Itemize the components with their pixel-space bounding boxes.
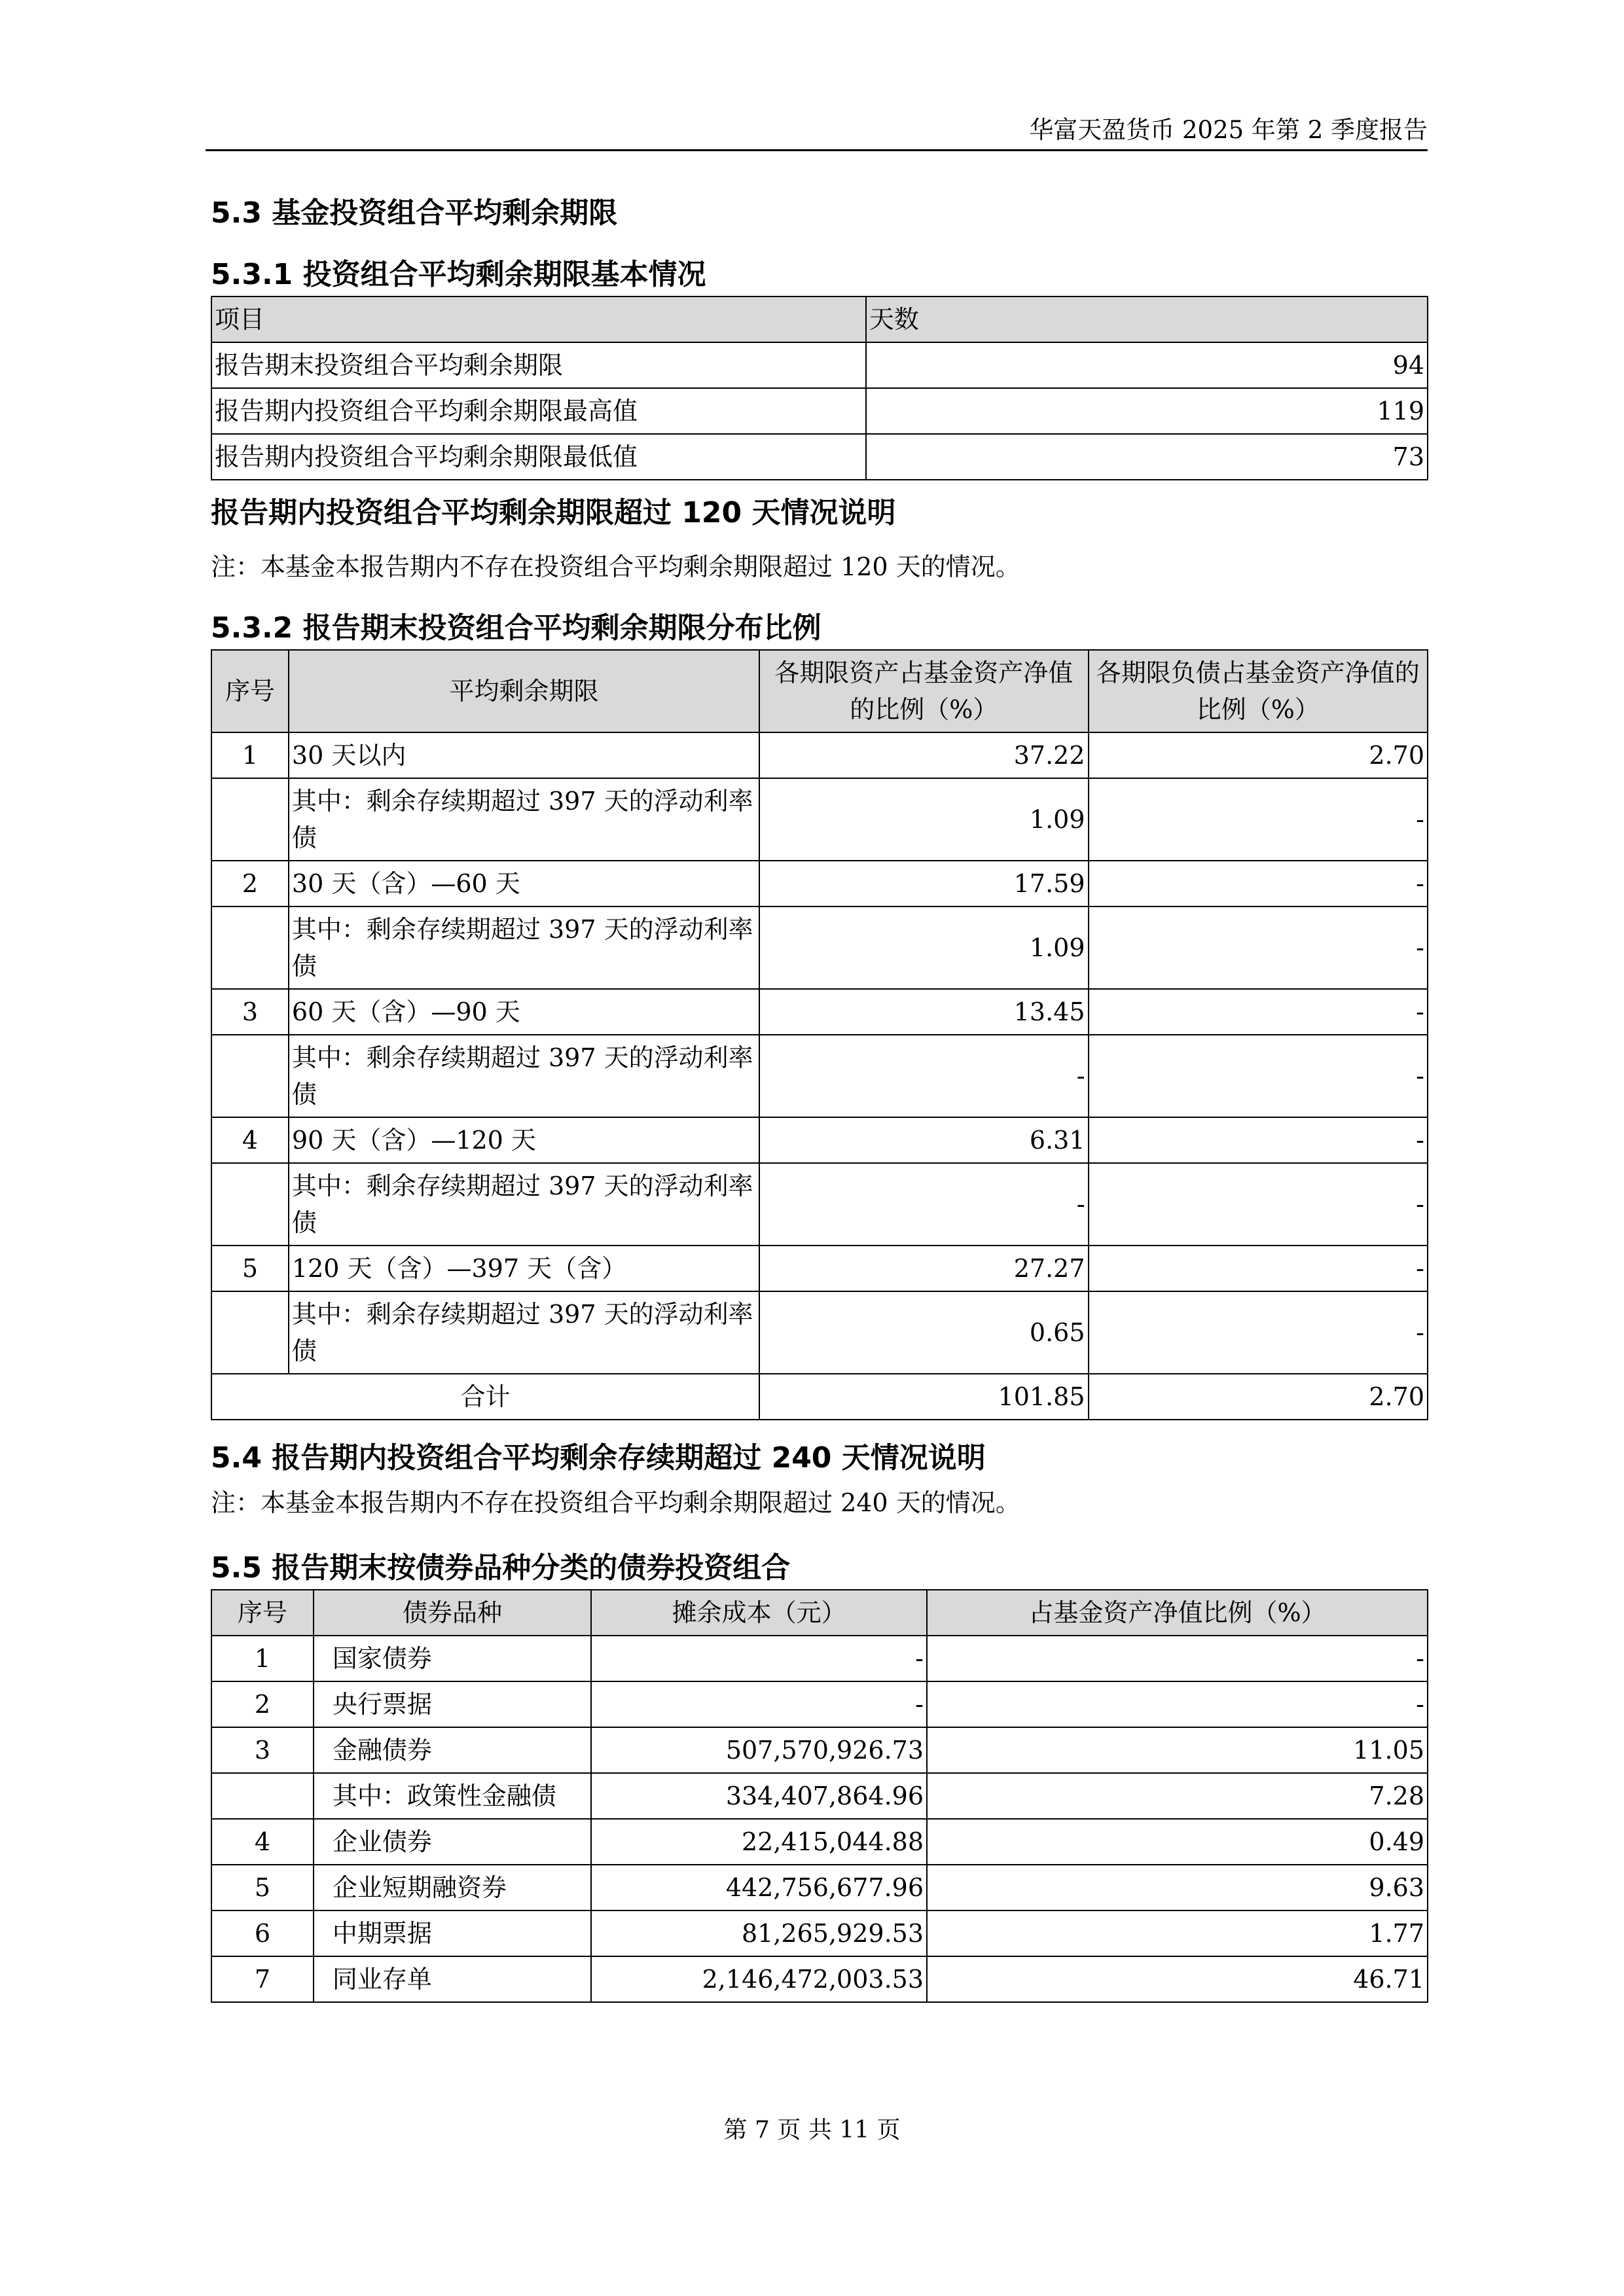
section-5-3-2-title: 5.3.2 报告期末投资组合平均剩余期限分布比例: [211, 611, 821, 645]
row-bond-type: 其中：政策性金融债: [314, 1773, 591, 1819]
row-liability-ratio: -: [1089, 1117, 1428, 1163]
row-amortized-cost: 2,146,472,003.53: [591, 1956, 927, 2002]
total-label: 合计: [211, 1374, 759, 1420]
row-asset-ratio: 37.22: [759, 732, 1088, 778]
table-total-row: [211, 1374, 1428, 1420]
row-period: 90 天（含）—120 天: [289, 1117, 759, 1163]
row-seq: 4: [211, 1819, 314, 1865]
row-liability-ratio: 2.70: [1089, 732, 1428, 778]
row-amortized-cost: 81,265,929.53: [591, 1910, 927, 1956]
row-bond-type: 央行票据: [314, 1681, 591, 1727]
row-bond-type: 中期票据: [314, 1910, 591, 1956]
row-seq: [211, 906, 289, 989]
section-5-4-title: 5.4 报告期内投资组合平均剩余存续期超过 240 天情况说明: [211, 1441, 986, 1475]
row-seq: 3: [211, 989, 289, 1035]
row-amortized-cost: 334,407,864.96: [591, 1773, 927, 1819]
col-header-asset-ratio: 各期限资产占基金资产净值的比例（%）: [759, 650, 1088, 732]
row-seq: [211, 1035, 289, 1117]
over-120-days-subtitle: 报告期内投资组合平均剩余期限超过 120 天情况说明: [211, 496, 896, 529]
row-asset-ratio: 13.45: [759, 989, 1088, 1035]
row-label: 报告期内投资组合平均剩余期限最低值: [211, 434, 866, 480]
table-row: [211, 906, 1428, 989]
row-nav-ratio: 11.05: [927, 1727, 1428, 1773]
row-nav-ratio: 7.28: [927, 1773, 1428, 1819]
table-row: [211, 989, 1428, 1035]
row-liability-ratio: -: [1089, 1035, 1428, 1117]
table-header-row: [211, 1590, 1428, 1636]
row-value: 119: [866, 388, 1428, 434]
row-bond-type: 企业短期融资券: [314, 1865, 591, 1910]
row-asset-ratio: 6.31: [759, 1117, 1088, 1163]
row-asset-ratio: 0.65: [759, 1291, 1088, 1374]
remaining-period-distribution-table: [211, 649, 1428, 1420]
avg-remaining-period-table: [211, 296, 1428, 480]
row-period: 其中：剩余存续期超过 397 天的浮动利率债: [289, 906, 759, 989]
table-row: [211, 1910, 1428, 1956]
section-5-3-1-title: 5.3.1 投资组合平均剩余期限基本情况: [211, 258, 706, 291]
col-header-seq: 序号: [211, 650, 289, 732]
row-nav-ratio: -: [927, 1636, 1428, 1681]
col-header-bond-type: 债券品种: [314, 1590, 591, 1636]
row-asset-ratio: 1.09: [759, 906, 1088, 989]
report-header-title: 华富天盈货币 2025 年第 2 季度报告: [1029, 116, 1428, 144]
row-liability-ratio: -: [1089, 1291, 1428, 1374]
row-period: 120 天（含）—397 天（含）: [289, 1246, 759, 1291]
table-row: [211, 1291, 1428, 1374]
row-amortized-cost: 507,570,926.73: [591, 1727, 927, 1773]
row-nav-ratio: -: [927, 1681, 1428, 1727]
table-row: [211, 342, 1428, 388]
row-seq: [211, 778, 289, 861]
table-row: [211, 1246, 1428, 1291]
over-120-days-note: 注：本基金本报告期内不存在投资组合平均剩余期限超过 120 天的情况。: [211, 552, 1020, 581]
row-period: 其中：剩余存续期超过 397 天的浮动利率债: [289, 778, 759, 861]
table-row: [211, 1163, 1428, 1246]
col-header-seq: 序号: [211, 1590, 314, 1636]
row-amortized-cost: 22,415,044.88: [591, 1819, 927, 1865]
row-seq: 5: [211, 1865, 314, 1910]
row-liability-ratio: -: [1089, 778, 1428, 861]
row-amortized-cost: -: [591, 1681, 927, 1727]
row-asset-ratio: -: [759, 1163, 1088, 1246]
row-seq: 7: [211, 1956, 314, 2002]
row-seq: 5: [211, 1246, 289, 1291]
row-asset-ratio: 27.27: [759, 1246, 1088, 1291]
table-row: [211, 1819, 1428, 1865]
row-seq: 1: [211, 1636, 314, 1681]
col-header-days: 天数: [866, 296, 1428, 342]
row-liability-ratio: -: [1089, 1246, 1428, 1291]
table-row: [211, 1727, 1428, 1773]
row-bond-type: 同业存单: [314, 1956, 591, 2002]
row-nav-ratio: 1.77: [927, 1910, 1428, 1956]
section-5-3-title: 5.3 基金投资组合平均剩余期限: [211, 196, 618, 230]
table-row: [211, 1865, 1428, 1910]
row-nav-ratio: 9.63: [927, 1865, 1428, 1910]
bond-portfolio-table: [211, 1589, 1428, 2003]
row-seq: 1: [211, 732, 289, 778]
col-header-liability-ratio: 各期限负债占基金资产净值的比例（%）: [1089, 650, 1428, 732]
row-nav-ratio: 0.49: [927, 1819, 1428, 1865]
row-seq: 2: [211, 1681, 314, 1727]
col-header-period: 平均剩余期限: [289, 650, 759, 732]
row-asset-ratio: 1.09: [759, 778, 1088, 861]
row-liability-ratio: -: [1089, 1163, 1428, 1246]
row-label: 报告期内投资组合平均剩余期限最高值: [211, 388, 866, 434]
table-row: [211, 861, 1428, 906]
row-period: 其中：剩余存续期超过 397 天的浮动利率债: [289, 1035, 759, 1117]
row-period: 60 天（含）—90 天: [289, 989, 759, 1035]
row-bond-type: 金融债券: [314, 1727, 591, 1773]
row-nav-ratio: 46.71: [927, 1956, 1428, 2002]
table-row: [211, 1117, 1428, 1163]
total-liability-ratio: 2.70: [1089, 1374, 1428, 1420]
row-value: 73: [866, 434, 1428, 480]
row-bond-type: 企业债券: [314, 1819, 591, 1865]
row-seq: 6: [211, 1910, 314, 1956]
table-row: [211, 1773, 1428, 1819]
row-asset-ratio: 17.59: [759, 861, 1088, 906]
col-header-item: 项目: [211, 296, 866, 342]
table-header-row: [211, 296, 1428, 342]
row-bond-type: 国家债券: [314, 1636, 591, 1681]
row-label: 报告期末投资组合平均剩余期限: [211, 342, 866, 388]
row-amortized-cost: -: [591, 1636, 927, 1681]
table-row: [211, 778, 1428, 861]
table-row: [211, 1636, 1428, 1681]
row-period: 其中：剩余存续期超过 397 天的浮动利率债: [289, 1163, 759, 1246]
row-period: 30 天以内: [289, 732, 759, 778]
row-seq: [211, 1773, 314, 1819]
row-seq: 4: [211, 1117, 289, 1163]
table-header-row: [211, 650, 1428, 732]
over-240-days-note: 注：本基金本报告期内不存在投资组合平均剩余期限超过 240 天的情况。: [211, 1488, 1020, 1517]
row-seq: [211, 1163, 289, 1246]
row-liability-ratio: -: [1089, 861, 1428, 906]
table-row: [211, 1681, 1428, 1727]
table-row: [211, 434, 1428, 480]
total-asset-ratio: 101.85: [759, 1374, 1088, 1420]
row-liability-ratio: -: [1089, 906, 1428, 989]
section-5-5-title: 5.5 报告期末按债券品种分类的债券投资组合: [211, 1551, 791, 1585]
col-header-amortized-cost: 摊余成本（元）: [591, 1590, 927, 1636]
row-liability-ratio: -: [1089, 989, 1428, 1035]
col-header-nav-ratio: 占基金资产净值比例（%）: [927, 1590, 1428, 1636]
header-divider: [206, 149, 1428, 151]
page-content: [211, 190, 1428, 2003]
table-row: [211, 388, 1428, 434]
row-amortized-cost: 442,756,677.96: [591, 1865, 927, 1910]
table-row: [211, 732, 1428, 778]
row-period: 30 天（含）—60 天: [289, 861, 759, 906]
table-row: [211, 1956, 1428, 2002]
table-row: [211, 1035, 1428, 1117]
row-asset-ratio: -: [759, 1035, 1088, 1117]
row-seq: 3: [211, 1727, 314, 1773]
row-value: 94: [866, 342, 1428, 388]
row-period: 其中：剩余存续期超过 397 天的浮动利率债: [289, 1291, 759, 1374]
page-number-footer: 第 7 页 共 11 页: [723, 2117, 901, 2144]
row-seq: [211, 1291, 289, 1374]
row-seq: 2: [211, 861, 289, 906]
